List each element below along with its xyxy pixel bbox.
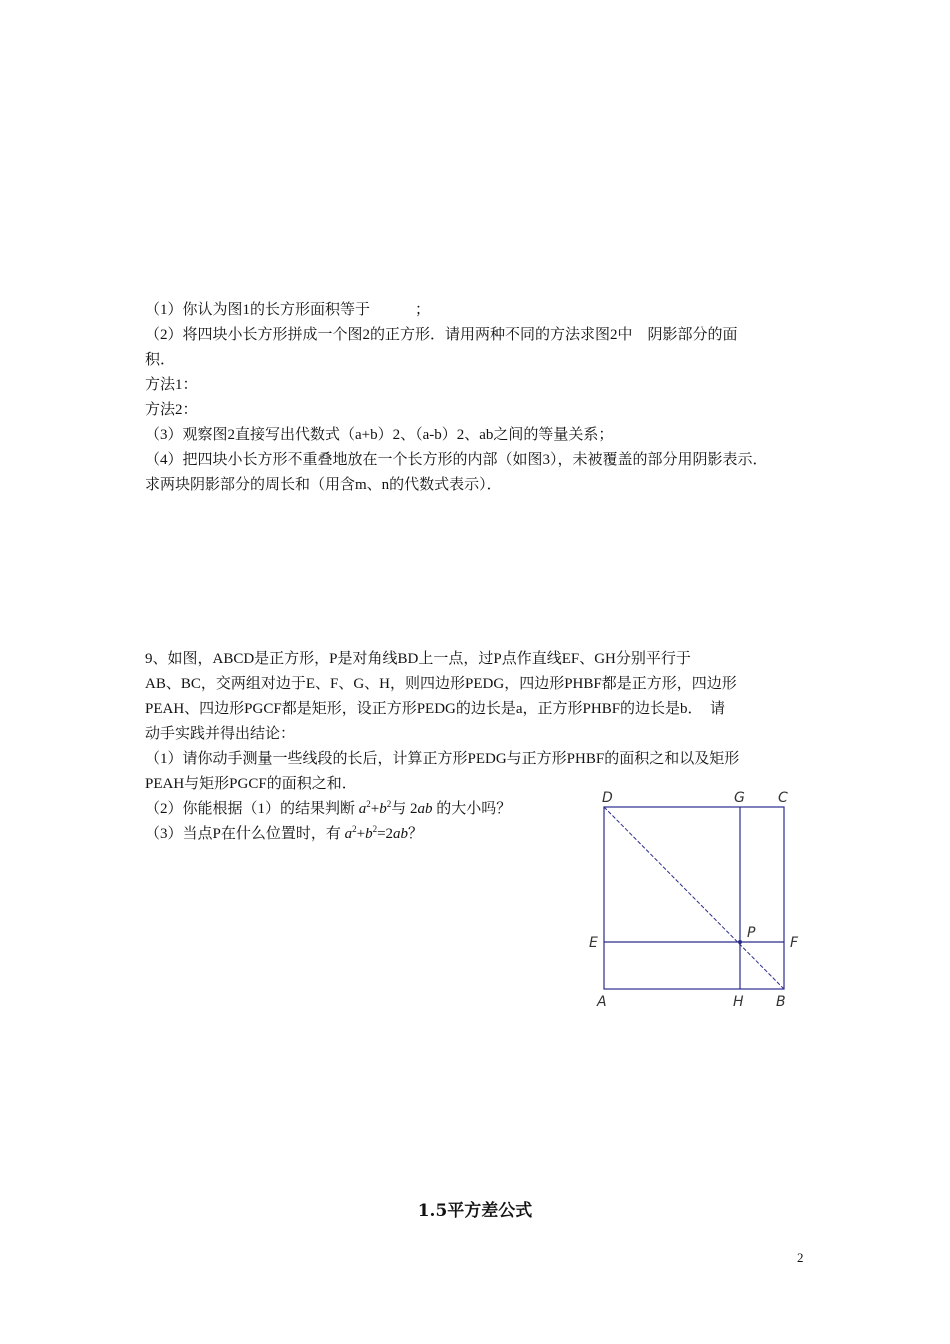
label-a: A bbox=[597, 994, 607, 1010]
method-2: 方法2： bbox=[145, 402, 198, 418]
problem-9-line-2: AB、BC，交两组对边于E、F、G、H，则四边形PEDG，四边形PHBF都是正方形，四边形 bbox=[145, 676, 737, 692]
question-2-continued: 积． bbox=[145, 352, 176, 368]
square-abcd-figure bbox=[580, 785, 820, 1015]
problem-9-part-1-continued: PEAH与矩形PGCF的面积之和． bbox=[145, 776, 357, 792]
label-e: E bbox=[589, 935, 598, 951]
label-d: D bbox=[602, 790, 613, 806]
problem-9-line-3: PEAH、四边形PGCF都是矩形，设正方形PEDG的边长是a，正方形PHBF的边长是b． 请 bbox=[145, 701, 726, 717]
problem-9-part-1: （1）请你动手测量一些线段的长后，计算正方形PEDG与正方形PHBF的面积之和以及矩形 bbox=[145, 751, 740, 767]
question-2-shaded-area: （2）将四块小长方形拼成一个图2的正方形．请用两种不同的方法求图2中 阴影部分的面 bbox=[145, 327, 738, 343]
problem-9-line-4: 动手实践并得出结论： bbox=[145, 726, 296, 742]
section-title: 1.5平方差公式 bbox=[417, 1201, 533, 1221]
label-c: C bbox=[778, 790, 788, 806]
question-3-relation: （3）观察图2直接写出代数式（a+b）2、（a-b）2、ab之间的等量关系； bbox=[145, 427, 614, 443]
diagonal-bd bbox=[604, 807, 784, 989]
problem-9-intro: 9、如图，ABCD是正方形，P是对角线BD上一点，过P点作直线EF、GH分别平行于 bbox=[145, 651, 691, 667]
page-number: 2 bbox=[797, 1250, 804, 1265]
label-p: P bbox=[747, 925, 756, 941]
problem-9-part-3: （3）当点P在什么位置时，有 $a^2+b^2=2ab$？ bbox=[145, 824, 424, 842]
label-b: B bbox=[776, 994, 786, 1010]
label-g: G bbox=[734, 790, 745, 806]
label-f: F bbox=[790, 935, 799, 951]
question-4-continued: 求两块阴影部分的周长和（用含m、n的代数式表示）． bbox=[145, 477, 502, 493]
question-1-area: （1）你认为图1的长方形面积等于 ； bbox=[145, 302, 431, 318]
method-1: 方法1： bbox=[145, 377, 198, 393]
label-h: H bbox=[733, 994, 744, 1010]
question-4-rectangles: （4）把四块小长方形不重叠地放在一个长方形的内部（如图3），未被覆盖的部分用阴影表示． bbox=[145, 452, 768, 468]
point-p bbox=[738, 940, 742, 944]
problem-9-part-2: （2）你能根据（1）的结果判断 $a^2+b^2$与 2ab 的大小吗？ bbox=[145, 799, 512, 817]
